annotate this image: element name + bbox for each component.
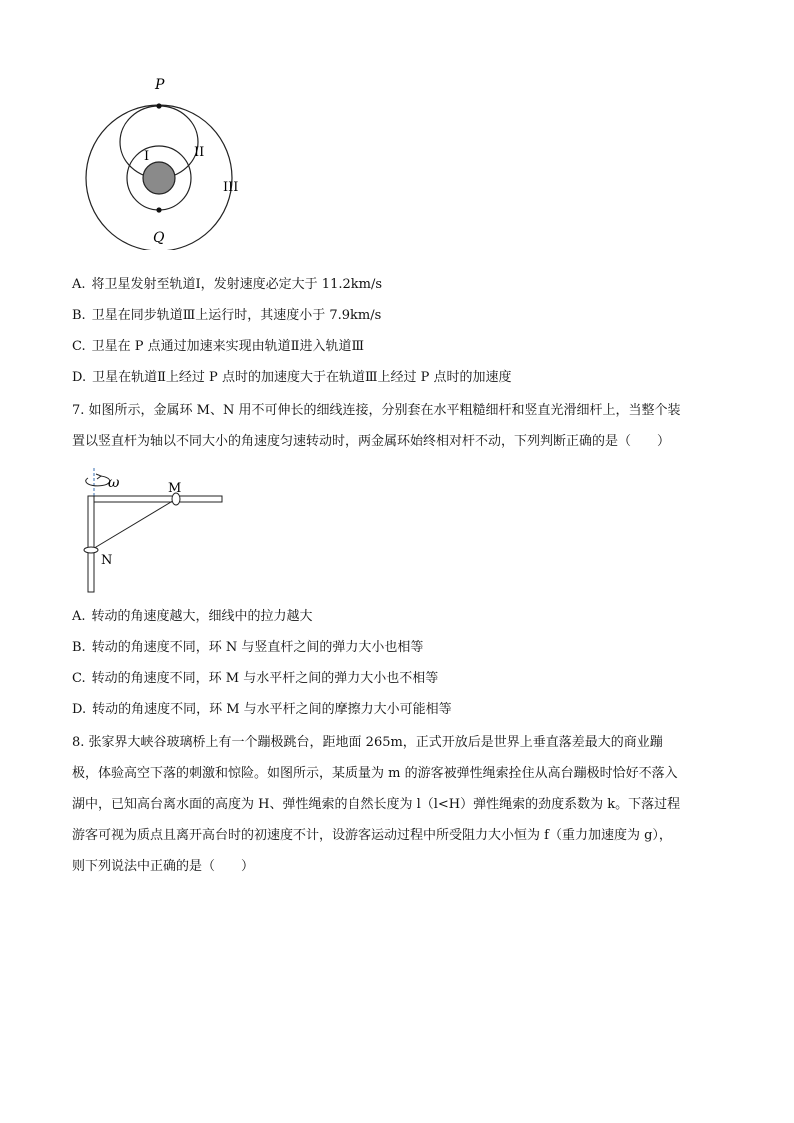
q7-option-b-letter: B. — [72, 640, 86, 655]
q6-option-b-text: 卫星在同步轨道Ⅲ上运行时，其速度小于 7.9km/s — [91, 308, 382, 323]
label-n: N — [101, 553, 113, 568]
q6-option-b-letter: B. — [72, 308, 86, 323]
q8-stem — [72, 727, 724, 882]
label-orbit-1: I — [144, 149, 150, 164]
q7-stem-line-1: 7. 如图所示，金属环 M、N 用不可伸长的细线连接，分别套在水平粗糙细杆和竖直光滑细杆上，当整个装 — [72, 403, 681, 418]
planet — [143, 162, 175, 194]
q7-stem-line-2: 置以竖直杆为轴以不同大小的角速度匀速转动时，两金属环始终相对杆不动，下列判断正确的是（ ） — [72, 434, 671, 449]
omega-arrowhead — [96, 474, 101, 479]
point-p-dot — [156, 103, 161, 108]
label-orbit-2: II — [194, 145, 205, 160]
string — [91, 499, 176, 550]
rotating-rods-figure — [66, 468, 236, 594]
label-omega: ω — [108, 475, 120, 491]
q6-option-d-letter: D. — [72, 370, 87, 385]
omega-arrow — [86, 476, 110, 486]
vertical-rod — [88, 496, 94, 592]
q6-option-a — [72, 276, 382, 294]
q6-option-a-letter: A. — [72, 277, 86, 292]
point-q-dot — [156, 207, 161, 212]
q7-option-c-text: 转动的角速度不同，环 M 与水平杆之间的弹力大小也不相等 — [91, 671, 439, 686]
q8-stem-line-2: 极，体验高空下落的刺激和惊险。如图所示，某质量为 m 的游客被弹性绳索拴住从高台蹦极时恰好不落入 — [72, 766, 678, 781]
q7-option-a-letter: A. — [72, 609, 86, 624]
q8-stem-line-5: 则下列说法中正确的是（ ） — [72, 859, 255, 874]
q7-option-d-text: 转动的角速度不同，环 M 与水平杆之间的摩擦力大小可能相等 — [92, 702, 452, 717]
ring-n — [84, 547, 98, 553]
q6-option-c — [72, 338, 364, 356]
q6-option-d — [72, 369, 512, 387]
q6-option-b — [72, 307, 381, 325]
q7-option-d — [72, 701, 452, 719]
q8-stem-line-3: 湖中，已知高台离水面的高度为 H、弹性绳索的自然长度为 l（l<H）弹性绳索的劲度系数为 k。下落过程 — [72, 797, 681, 812]
q7-option-b-text: 转动的角速度不同，环 N 与竖直杆之间的弹力大小也相等 — [91, 640, 424, 655]
label-m: M — [168, 481, 182, 496]
label-orbit-3: III — [223, 180, 239, 195]
q7-option-a — [72, 608, 313, 626]
q7-option-c — [72, 670, 438, 688]
q6-option-c-letter: C. — [72, 339, 86, 354]
q6-option-d-text: 卫星在轨道Ⅱ上经过 P 点时的加速度大于在轨道Ⅲ上经过 P 点时的加速度 — [92, 370, 512, 385]
q7-option-d-letter: D. — [72, 702, 87, 717]
q7-option-a-text: 转动的角速度越大，细线中的拉力越大 — [91, 609, 313, 624]
q7-option-b — [72, 639, 423, 657]
q6-option-a-text: 将卫星发射至轨道Ⅰ，发射速度必定大于 11.2km/s — [91, 277, 383, 292]
q7-stem — [72, 395, 724, 457]
label-p: P — [155, 77, 165, 93]
q6-option-c-text: 卫星在 P 点通过加速来实现由轨道Ⅱ进入轨道Ⅲ — [91, 339, 365, 354]
horizontal-rod — [94, 496, 222, 502]
label-q: Q — [153, 230, 165, 246]
q8-stem-line-4: 游客可视为质点且离开高台时的初速度不计，设游客运动过程中所受阻力大小恒为 f（重力加速度为 g）， — [72, 828, 672, 843]
orbit-figure — [80, 70, 250, 250]
q7-option-c-letter: C. — [72, 671, 86, 686]
q8-stem-line-1: 8. 张家界大峡谷玻璃桥上有一个蹦极跳台，距地面 265m，正式开放后是世界上垂直落差最大的商业蹦 — [72, 735, 663, 750]
